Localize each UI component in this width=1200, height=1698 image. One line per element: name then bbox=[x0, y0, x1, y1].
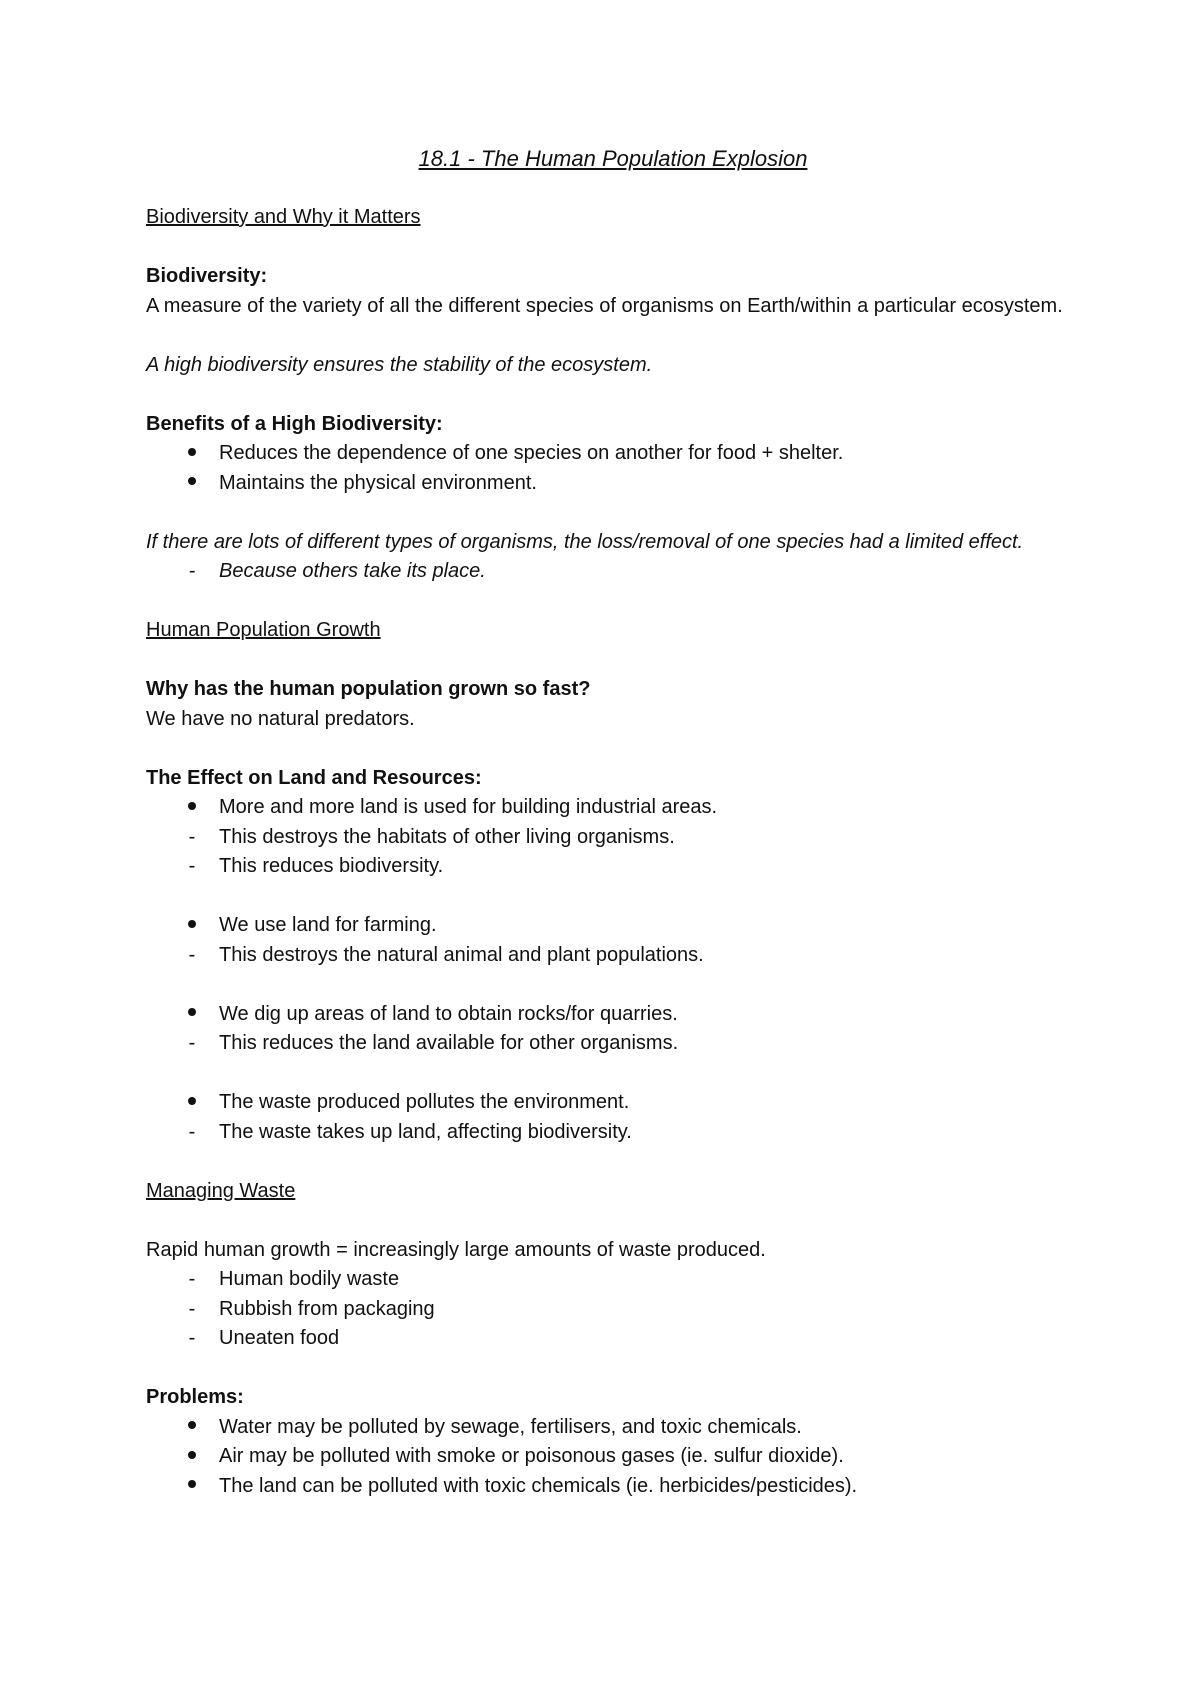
spacer bbox=[146, 1147, 1080, 1177]
dash-marker: - bbox=[188, 943, 196, 966]
list-item bbox=[146, 469, 1080, 499]
list-item bbox=[146, 793, 1080, 823]
dash-marker: - bbox=[188, 1120, 196, 1143]
list-item bbox=[146, 1295, 1080, 1325]
list-item bbox=[146, 823, 1080, 853]
problems-heading: Problems: bbox=[146, 1386, 244, 1408]
list-item bbox=[146, 1324, 1080, 1354]
dash-marker: - bbox=[188, 560, 196, 582]
bullet-icon bbox=[182, 1000, 202, 1030]
bullet-icon bbox=[182, 1088, 202, 1118]
answer-text: We have no natural predators. bbox=[146, 707, 415, 730]
list-item-text: Reduces the dependence of one species on another for food + shelter. bbox=[219, 442, 844, 464]
bullet-icon bbox=[182, 1413, 202, 1443]
list-item bbox=[146, 911, 1080, 941]
spacer bbox=[146, 321, 1080, 351]
bullet-icon bbox=[182, 469, 202, 499]
term-heading: Biodiversity: bbox=[146, 265, 268, 287]
spacer bbox=[146, 380, 1080, 410]
definition-text: A measure of the variety of all the different species of organisms on Earth/within a particular ecosystem. bbox=[146, 294, 1063, 317]
list-item bbox=[146, 1118, 1080, 1148]
list-item bbox=[146, 439, 1080, 469]
spacer bbox=[146, 587, 1080, 617]
spacer bbox=[146, 734, 1080, 764]
bullet-icon bbox=[182, 439, 202, 469]
dash-marker: - bbox=[188, 855, 196, 877]
list-item-text: The land can be polluted with toxic chemicals (ie. herbicides/pesticides). bbox=[219, 1474, 858, 1497]
list-item bbox=[146, 557, 1080, 587]
page-title: 18.1 - The Human Population Explosion bbox=[418, 146, 808, 171]
spacer bbox=[146, 882, 1080, 912]
list-item-text: Because others take its place. bbox=[219, 560, 486, 582]
question-heading: Why has the human population grown so fast? bbox=[146, 678, 591, 700]
bullet-icon bbox=[182, 1442, 202, 1472]
dash-marker: - bbox=[188, 1327, 196, 1349]
section-heading-biodiversity: Biodiversity and Why it Matters bbox=[146, 206, 421, 228]
effect-heading: The Effect on Land and Resources: bbox=[146, 766, 482, 789]
list-item-text: Uneaten food bbox=[219, 1327, 340, 1349]
bullet-icon bbox=[182, 1472, 202, 1502]
list-item-text: This reduces the land available for other organisms. bbox=[219, 1032, 679, 1054]
list-item-text: This reduces biodiversity. bbox=[219, 855, 444, 877]
list-item bbox=[146, 1029, 1080, 1059]
list-item-text: The waste produced pollutes the environment. bbox=[219, 1091, 630, 1113]
spacer bbox=[146, 233, 1080, 263]
list-item-text: This destroys the natural animal and plant populations. bbox=[219, 943, 704, 966]
effect-note: If there are lots of different types of organisms, the loss/removal of one species had a limited effect. bbox=[146, 530, 1024, 553]
list-item-text: We use land for farming. bbox=[219, 914, 437, 936]
stability-note: A high biodiversity ensures the stability of the ecosystem. bbox=[146, 353, 653, 376]
list-item bbox=[146, 1000, 1080, 1030]
list-item bbox=[146, 1442, 1080, 1472]
spacer bbox=[146, 1059, 1080, 1089]
list-item-text: More and more land is used for building industrial areas. bbox=[219, 796, 718, 818]
bullet-icon bbox=[182, 911, 202, 941]
list-item-text: We dig up areas of land to obtain rocks/for quarries. bbox=[219, 1002, 678, 1025]
list-item-text: The waste takes up land, affecting biodiversity. bbox=[219, 1120, 632, 1143]
list-item-text: Water may be polluted by sewage, fertilisers, and toxic chemicals. bbox=[219, 1415, 802, 1438]
list-item bbox=[146, 1265, 1080, 1295]
list-item-text: Human bodily waste bbox=[219, 1268, 400, 1290]
list-item bbox=[146, 1413, 1080, 1443]
list-item bbox=[146, 1088, 1080, 1118]
dash-marker: - bbox=[188, 1032, 196, 1054]
spacer bbox=[146, 1206, 1080, 1236]
list-item bbox=[146, 852, 1080, 882]
list-item-text: Rubbish from packaging bbox=[219, 1297, 435, 1320]
list-item bbox=[146, 1472, 1080, 1502]
list-item-text: Maintains the physical environment. bbox=[219, 471, 537, 494]
dash-marker: - bbox=[188, 825, 196, 848]
spacer bbox=[146, 1354, 1080, 1384]
spacer bbox=[146, 498, 1080, 528]
section-heading-population: Human Population Growth bbox=[146, 619, 381, 641]
dash-marker: - bbox=[188, 1297, 196, 1320]
spacer bbox=[146, 646, 1080, 676]
dash-marker: - bbox=[188, 1268, 196, 1290]
benefits-heading: Benefits of a High Biodiversity: bbox=[146, 412, 443, 435]
list-item bbox=[146, 941, 1080, 971]
list-item-text: This destroys the habitats of other living organisms. bbox=[219, 825, 675, 848]
waste-intro: Rapid human growth = increasingly large amounts of waste produced. bbox=[146, 1238, 766, 1261]
list-item-text: Air may be polluted with smoke or poisonous gases (ie. sulfur dioxide). bbox=[219, 1445, 844, 1467]
section-heading-waste: Managing Waste bbox=[146, 1179, 296, 1202]
bullet-icon bbox=[182, 793, 202, 823]
spacer bbox=[146, 970, 1080, 1000]
